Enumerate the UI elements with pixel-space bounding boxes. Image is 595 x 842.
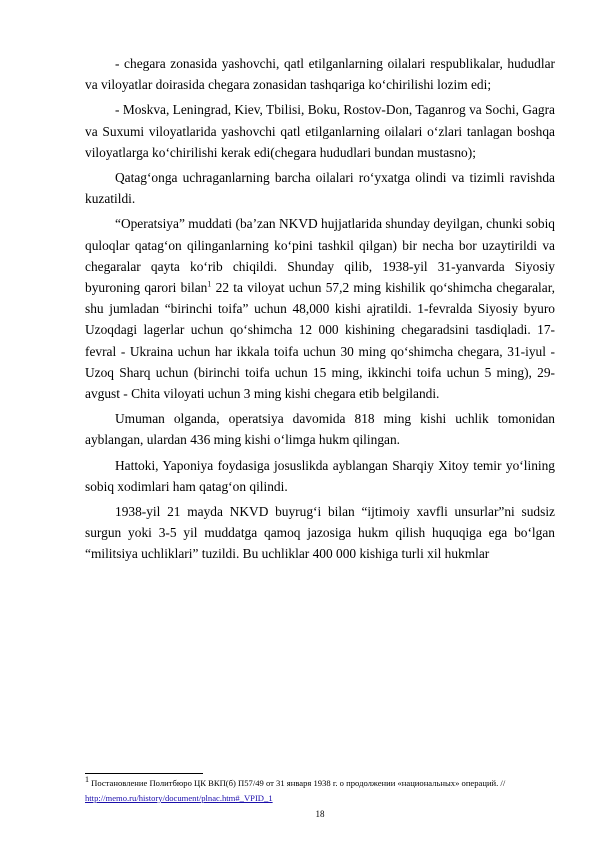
footnote-divider xyxy=(85,773,203,774)
footnote-reference[interactable]: 1 xyxy=(207,279,212,289)
page-number: 18 xyxy=(315,809,325,819)
paragraph-text: 22 ta viloyat uchun 57,2 ming kishilik qo‘shimcha chegaralar, shu jumladan “birinchi toifa” uchun 48,000 kishi ajratildi. 1-fevralda Siyosiy byuro Uzoqdagi lagerlar uchun qo‘shimcha 12 000 kishining chegaradsini tasdiqladi. 17-fevral - Ukraina uchun har ikkala toifa uchun 30 ming qo‘shimcha chegara, 31-iyul - Uzoq Sharq uchun (birinchi toifa uchun 15 ming, ikkinchi toifa uchun 5 ming), 29-avgust - Chita viloyati uchun 3 ming kishi chegara etib belgilandi. xyxy=(85,280,555,402)
paragraph: Qatag‘onga uchraganlarning barcha oilalari ro‘yxatga olindi va tizimli ravishda kuzatildi. xyxy=(85,170,555,207)
footnote-link[interactable]: http://memo.ru/history/document/plnac.htm#_VPID_1 xyxy=(85,793,273,803)
document-body xyxy=(85,53,555,569)
paragraph-text: “Operatsiya” muddati (ba’zan NKVD hujjatlarida shunday deyilgan, chunki sobiq quloqlar qatag‘on qilinganlarning ko‘pini tashkil qilgan) bir necha bor uzaytirildi va chegaralar qayta ko‘rib chiqildi. Shunday qilib, 1938-yil 31-yanvarda Siyosiy byuroning qarori bilan xyxy=(85,216,555,296)
paragraph: - chegara zonasida yashovchi, qatl etilganlarning oilalari respublikalar, hududlar va viloyatlar doirasida chegara zonasidan tashqariga ko‘chirilishi lozim edi; xyxy=(85,56,555,93)
paragraph: Umuman olganda, operatsiya davomida 818 ming kishi uchlik tomonidan ayblangan, ulardan 436 ming kishi o‘limga hukm qilingan. xyxy=(85,411,555,448)
footnote-number: 1 xyxy=(85,775,89,785)
paragraph: 1938-yil 21 mayda NKVD buyrug‘i bilan “ijtimoiy xavfli unsurlar”ni sudsiz surgun yoki 3-5 yil muddatga qamoq jazosiga hukm qilish huquqiga ega bo‘lgan “militsiya uchliklari” tuzildi. Bu uchliklar 400 000 kishiga turli xil hukmlar xyxy=(85,504,555,562)
footnote-text: Постановление Политбюро ЦК ВКП(б) П57/49 от 31 января 1938 г. о продолжении «национальных» операций. // xyxy=(89,778,506,788)
paragraph-operation xyxy=(85,213,555,404)
paragraph: - Moskva, Leningrad, Kiev, Tbilisi, Boku, Rostov-Don, Taganrog va Sochi, Gagra va Suxumi viloyatlarida yashovchi qatl etilganlarning oilalari o‘zlari tanlagan boshqa viloyatlarga ko‘chirilishi kerak edi(chegara hududlari bundan mustasno); xyxy=(85,102,555,160)
footnote xyxy=(85,776,555,806)
paragraph: Hattoki, Yaponiya foydasiga josuslikda ayblangan Sharqiy Xitoy temir yo‘lining sobiq xodimlari ham qatag‘on qilindi. xyxy=(85,457,555,494)
